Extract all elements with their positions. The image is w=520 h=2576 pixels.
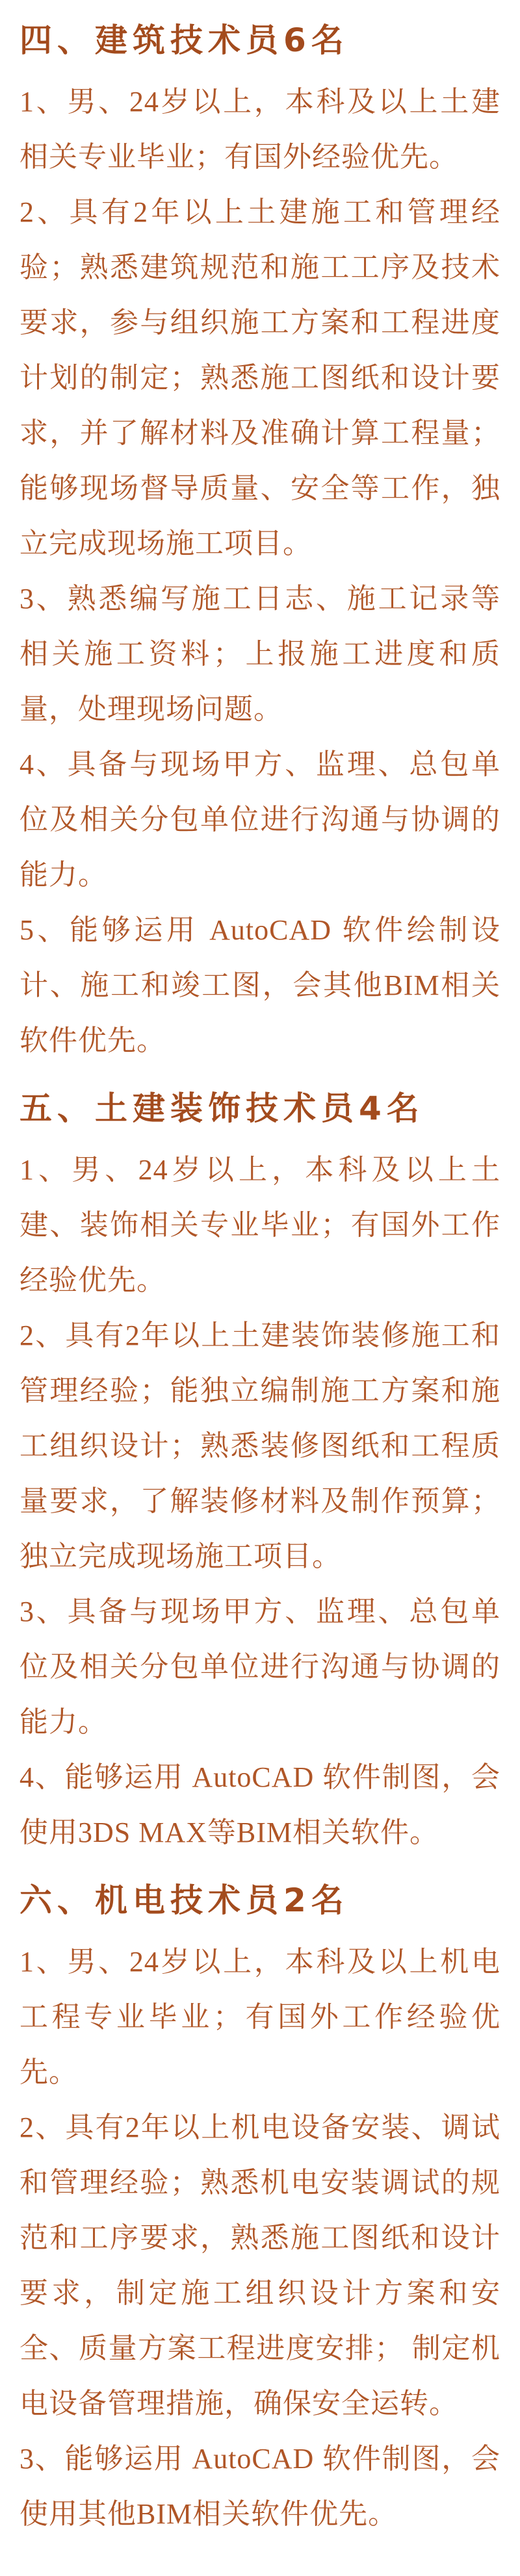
requirement-item: 5、能够运用 AutoCAD 软件绘制设计、施工和竣工图，会其他BIM相关软件优先。 — [20, 914, 500, 1056]
requirement-item: 1、男、24岁以上，本科及以上机电工程专业毕业；有国外工作经验优先。 — [20, 1946, 500, 2088]
requirement-item: 2、具有2年以上土建施工和管理经验；熟悉建筑规范和施工工序及技术要求，参与组织施工方案和工程进度计划的制定；熟悉施工图纸和设计要求，并了解材料及准确计算工程量；能够现场督导质量、安全等工作，独立完成现场施工项目。 — [20, 196, 500, 559]
requirement-item: 2、具有2年以上土建装饰装修施工和管理经验；能独立编制施工方案和施工组织设计；熟悉装修图纸和工程质量要求，了解装修材料及制作预算；独立完成现场施工项目。 — [20, 1320, 500, 1572]
requirement-item: 1、男、24岁以上，本科及以上土建、装饰相关专业毕业；有国外工作经验优先。 — [20, 1154, 500, 1296]
requirement-item: 2、具有2年以上机电设备安装、调试和管理经验；熟悉机电安装调试的规范和工序要求，熟悉施工图纸和设计要求，制定施工组织设计方案和安全、质量方案工程进度安排； 制定机电设备管理措施，确保安全运转。 — [20, 2111, 500, 2419]
requirement-item: 3、能够运用 AutoCAD 软件制图，会使用其他BIM相关软件优先。 — [20, 2443, 500, 2530]
requirement-item: 4、具备与现场甲方、监理、总包单位及相关分包单位进行沟通与协调的能力。 — [20, 748, 500, 891]
requirement-item: 1、男、24岁以上，本科及以上土建相关专业毕业；有国外经验优先。 — [20, 86, 500, 173]
section-heading-civil-decoration-technician: 五、土建装饰技术员4名 — [20, 1090, 424, 1127]
requirement-item: 4、能够运用 AutoCAD 软件制图，会使用3DS MAX等BIM相关软件。 — [20, 1761, 500, 1848]
requirement-item: 3、熟悉编写施工日志、施工记录等相关施工资料；上报施工进度和质量，处理现场问题。 — [20, 583, 500, 725]
section-heading-electromechanical-technician: 六、机电技术员2名 — [20, 1881, 349, 1919]
section-heading-construction-technician: 四、建筑技术员6名 — [20, 21, 349, 59]
requirement-item: 3、具备与现场甲方、监理、总包单位及相关分包单位进行沟通与协调的能力。 — [20, 1596, 500, 1738]
